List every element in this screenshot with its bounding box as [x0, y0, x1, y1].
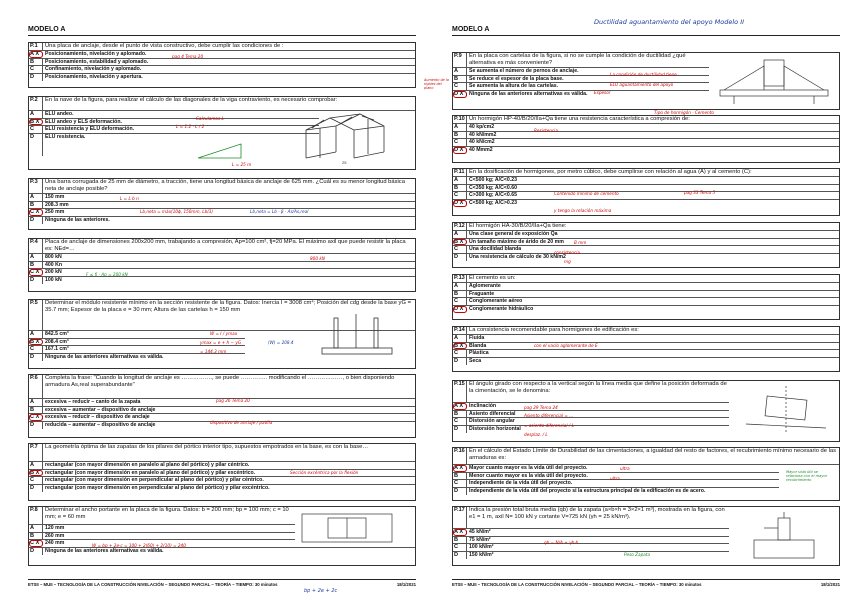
page-header: MODELO A — [28, 26, 66, 33]
question-p17: P.17 Indica la presión total bruta media (qb) de la zapata (a×b×h = 3×2×1 m³), mostrada en la figura, con e1 = 1 m, axil N= 100 kN y cortante V=725 kN (γh = 25 kN/m³). A X 45 kN/m² B 75 kN/m² C 100 kN/m² D 150 kN/m² — [452, 506, 840, 566]
header-rule — [452, 35, 840, 36]
exam-page-right — [424, 0, 848, 599]
handwritten-note: = 144.3 mm — [200, 349, 227, 354]
handwritten-note: pag 26 Tema 20 — [216, 398, 250, 403]
option-row[interactable]: D Distorsión horizontal — [454, 425, 521, 432]
handwritten-note: con el vacío aglomerante de E — [534, 343, 598, 348]
option-row[interactable]: D Una resistencia de cálculo de 30 kN/m2 — [454, 253, 566, 260]
plate-with-cartelas-figure — [714, 56, 834, 106]
handwritten-note: B mm — [574, 240, 587, 245]
option-row[interactable]: C rectangular (con mayor dimensión en perpendicular al plano del pórtico) y pilar céntrico. — [29, 477, 415, 485]
option-row[interactable]: B X ELU andeo y ELS deformación. — [29, 119, 319, 127]
option-row[interactable]: B excesiva – aumentar – dispositivo de anclaje — [29, 407, 415, 415]
handwritten-note: Asiento diferencial = ... — [524, 413, 574, 418]
option-row[interactable]: B 75 kN/m² — [453, 537, 729, 545]
option-row[interactable]: D X 40 Mmm2 — [454, 146, 493, 153]
question-p15: P.15 El ángulo girado con respecto a la vertical según la línea media que define la posición deformada de la cimentación, se le denomina: A X Inclinación B Asiento diferencial C Distorsión angular D Distorsión horizontal — [452, 380, 840, 442]
handwritten-note: Espesor — [594, 90, 611, 95]
option-row[interactable]: C X 200 kN — [29, 269, 415, 277]
option-row[interactable]: B Posicionamiento, estabilidad y aplomado. — [29, 59, 415, 67]
question-p5: P.5 Determinar el módulo resistente mínimo en la sección resistente de la figura. Datos: Inercia I = 3008 cm⁴; Posición del cdg desde la base yG = 35.7 mm; Espesor de la placa e = 30 mm; Altura de las cartelas h = 150 mm A 842.5 cm³ B X 208.4 cm³ C 167.1 cm³ D Ninguna de las anteriores alternativas es válida. — [28, 299, 416, 369]
option-row[interactable]: B Se reduce el espesor de la placa base. — [453, 76, 709, 84]
truss-nave-figure — [300, 108, 410, 166]
handwritten-note: 800 kN — [310, 256, 325, 261]
handwritten-note: Tipo de hormigón · Cemento — [654, 110, 714, 115]
option-row[interactable]: D Ninguna de las anteriores alternativas es válida. — [30, 353, 164, 360]
option-row[interactable]: A Una clase general de exposición Qa — [453, 231, 839, 239]
option-row[interactable]: C Conglomerante aéreo — [453, 298, 839, 306]
handwritten-sketch — [196, 140, 246, 160]
handwritten-note: ultra — [610, 476, 620, 481]
handwritten-note: Contenido mínimo de cemento — [554, 191, 619, 196]
option-row[interactable]: D Ninguna de las anteriores. — [30, 216, 110, 223]
handwritten-note: pag 33 Tema 5 — [684, 190, 716, 195]
option-row[interactable]: B 40 kN/mm2 — [453, 132, 839, 140]
option-row[interactable]: B X Blanda — [453, 343, 839, 351]
option-row[interactable]: A 40 kp/cm2 — [453, 124, 839, 132]
option-row[interactable]: C Plástica — [453, 350, 839, 358]
option-row[interactable]: A 842.5 cm³ — [29, 331, 245, 339]
handwritten-note: W = bp + 2e·c = 100 + 2(60) + 2(10) = 240 — [92, 543, 186, 548]
question-p9: P.9 En la placa con cartelas de la figura, si no se cumple la condición de ductilidad ¿qué alternativa es más conveniente? A Se aumenta el número de pernos de anclaje. B Se reduce el espesor de la placa base. C Se aumenta la altura de las cartelas. D X Ninguna de las anteriores alternativas es válida. — [452, 52, 840, 110]
option-row[interactable]: A X Inclinación — [453, 403, 729, 411]
handwritten-note: bp + 2e + 2c — [304, 588, 338, 594]
option-row[interactable]: D rectangular (con mayor dimensión en perpendicular al plano del pórtico) y pilar excéntrico. — [30, 484, 270, 491]
option-row[interactable]: D 150 kN/m² — [454, 551, 494, 558]
handwritten-note: pag 29 Tema 24 — [524, 405, 558, 410]
question-p10: P.10 Un hormigón HP-40/B/20/IIa+Qa tiene una resistencia característica a compresión de: A 40 kp/cm2 B 40 kN/mm2 C 40 kN/cm2 D X 40 Mmm2 — [452, 115, 840, 163]
header-rule — [28, 35, 416, 36]
option-row[interactable]: A X Posicionamiento, nivelación y aplomado. — [29, 51, 415, 59]
question-p16: P.16 En el cálculo del Estado Límite de Durabilidad de las cimentaciones, a igualdad del resto de factores, el recubrimiento mínimo necesario de las armaduras es: A X Mayor cuanto mayor es la vida útil del proyecto. B Menor cuanto mayor es la vida útil del proyecto. C Independiente de la vida útil del proyecto. D Independiente de la vida útil del proyecto si la estructura principal de la edificación es de acero. — [452, 447, 840, 501]
option-row[interactable]: C X 250 mm — [29, 209, 415, 217]
handwritten-note: dispositivo de anclaje / patilla — [210, 420, 273, 425]
handwritten-note: qb = N/A + γh·h — [544, 540, 579, 545]
option-row[interactable]: A rectangular (con mayor dimensión en paralelo al plano del pórtico) y pilar céntrico. — [29, 462, 415, 470]
question-p6: P.6 Completa la frase: "Cuando la longitud de anclaje es ……………., se puede ………….. modificando el ………………, o bien disponiendo armadura As,real superabundante" A excesiva – reducir – canto de la zapata B excesiva – aumentar – dispositivo de anclaje C X excesiva – reducir – dispositivo de anclaje D reducida – aumentar – dispositivo de anclaje — [28, 374, 416, 438]
handwritten-note: ELU aguantamiento del apoyo — [610, 82, 674, 87]
option-row[interactable]: D Posicionamiento, nivelación y apertura. — [30, 73, 143, 80]
handwritten-note: = asiento diferencial / L — [524, 423, 574, 428]
option-row[interactable]: D Ninguna de las anteriores alternativas es válida. — [30, 547, 164, 554]
option-row[interactable]: A X 45 kN/m² — [453, 529, 729, 537]
handwritten-note: L = 25 m — [232, 162, 252, 167]
option-row[interactable]: B X rectangular (con mayor dimensión en paralelo al plano del pórtico) y pilar excéntrico. — [29, 470, 415, 478]
question-p13: P.13 El cemento es un: A Aglomerante B Fraguante C Conglomerante aéreo D X Conglomerante hidráulico — [452, 274, 840, 320]
option-row[interactable]: B 208.3 mm — [29, 202, 415, 210]
handwritten-note: Peso Zapata — [624, 552, 651, 557]
option-row[interactable]: B 400 Kn — [29, 262, 415, 270]
option-row[interactable]: A ELU andeo. — [29, 111, 319, 119]
question-p4: P.4 Placa de anclaje de dimensiones 200x200 mm, trabajando a compresión, Ap=100 cm², fj=20 MPa. El máximo axil que puede resistir la placa es: NEd=… A 800 kN B 400 Kn C X 200 kN D 100 kN — [28, 238, 416, 292]
plate-section-figure — [312, 312, 402, 358]
question-p11: P.11 En la dosificación de hormigones, por metro cúbico, debe cumplirse con relación al agua (A) y al cemento (C): A C<500 kg; A/C<0.23 B C<350 kg; A/C<0.60 C C>300 kg; A/C<0.65 D X C<500 kg; A/C>0.23 — [452, 168, 840, 216]
option-row[interactable]: A Aglomerante — [453, 283, 839, 291]
option-row[interactable]: A Fluida — [453, 335, 839, 343]
handwritten-note: Calculamos L — [196, 116, 224, 121]
option-row[interactable]: A Se aumenta el número de pernos de anclaje. — [453, 68, 709, 76]
handwritten-note: Mayor vida útil se relaciona con el mayor recubrimiento — [786, 470, 828, 482]
handwritten-title: Ductilidad aguantamiento del apoyo Modelo II — [594, 18, 745, 26]
foundation-rotation-figure — [736, 384, 836, 438]
question-p3: P.3 Una barra corrugada de 25 mm de diámetro, a tracción, tiene una longitud básica de anclaje de 625 mm. ¿Cuál es su menor longitud básica neta de anclaje posible? A 150 mm B 208.3 mm C X 250 mm D Ninguna de las anteriores. — [28, 178, 416, 230]
question-p8: P.8 Determinar el ancho portante en la placa de la figura. Datos: b = 200 mm; bp = 100 mm; c = 10 mm; e = 60 mm A 120 mm B 260 mm C X 240 mm D Ninguna de las anteriores alternativas es válida. — [28, 506, 416, 566]
option-row[interactable]: B Asiento diferencial — [453, 411, 729, 419]
svg-text:25: 25 — [342, 160, 347, 165]
handwritten-note: (W) = 208.4 — [268, 340, 294, 345]
question-p7: P.7 La geometría óptima de las zapatas de los pilares del pórtico interior tipo, supuestos empotrados en la base, es con la base… A rectangular (con mayor dimensión en paralelo al plano del pórtico) y pilar céntrico. B X rectangular (con mayor dimensión en paralelo al plano del pórtico) y pilar excéntrico. C rectangular (con mayor dimensión en perpendicular al plano del pórtico) y pilar céntrico. D rectangular (con mayor dimensión en perpendicular al plano del pórtico) y pilar excéntrico. — [28, 443, 416, 501]
option-row[interactable]: D Seca — [454, 357, 482, 364]
option-row[interactable]: A X Mayor cuanto mayor es la vida útil del proyecto. — [453, 465, 779, 473]
handwritten-note: L = 1.2 · L / 2 — [176, 124, 205, 129]
option-row[interactable]: A C<500 kg; A/C<0.23 — [453, 177, 839, 185]
option-row[interactable]: D reducida – aumentar – dispositivo de anclaje — [30, 421, 156, 428]
handwritten-note: Sección excéntrica por la flexión — [290, 470, 359, 475]
option-row[interactable]: C 167.1 cm³ — [29, 346, 245, 354]
handwritten-note: La condición de ductilidad tiene — [610, 72, 677, 77]
option-row[interactable]: C Se aumenta la altura de las cartelas. — [453, 83, 709, 91]
option-row[interactable]: D ELU resistencia. — [29, 134, 319, 156]
handwritten-note: mg — [564, 259, 571, 264]
option-row[interactable]: D 100 kN — [30, 276, 62, 283]
option-row[interactable]: B C<350 kg; A/C<0.60 — [453, 185, 839, 193]
option-row[interactable]: D X C<500 kg; A/C>0.23 — [454, 199, 517, 206]
option-row[interactable]: C Independiente de la vida útil del proyecto. — [453, 480, 779, 488]
option-row[interactable]: B Fraguante — [453, 291, 839, 299]
handwritten-note: L = L b n — [120, 196, 139, 201]
option-row[interactable]: A 800 kN — [29, 254, 415, 262]
option-row[interactable]: D Independiente de la vida útil del proyecto si la estructura principal de la edificación es de acero. — [454, 487, 706, 494]
option-row[interactable]: C Distorsión angular — [453, 418, 729, 426]
option-row[interactable]: B 260 mm — [29, 533, 295, 541]
question-p12: P.12 El hormigón HA-30/B/20/IIa+Qa tiene: A Una clase general de exposición Qa B X Un tamaño máximo de árido de 20 mm C Una docilidad blanda D Una resistencia de cálculo de 30 kN/m2 — [452, 222, 840, 268]
option-row[interactable]: A excesiva – reducir – canto de la zapata — [29, 399, 415, 407]
option-row[interactable]: B X 208.4 cm³ — [29, 339, 245, 347]
page-header: MODELO A — [452, 26, 490, 33]
handwritten-note: W = I / ymax — [210, 331, 238, 336]
option-row[interactable]: C 100 kN/m² — [453, 544, 729, 552]
option-row[interactable]: C Confinamiento, nivelación y aplomado. — [29, 66, 415, 74]
handwritten-note: y tengo la relación máxima — [554, 208, 612, 213]
plate-plan-figure — [298, 510, 398, 546]
handwritten-note: pag 4 Tema 20 — [172, 54, 204, 59]
handwritten-note: ymax = e + h − yG — [200, 340, 242, 345]
footing-figure — [734, 510, 834, 562]
handwritten-note: Aumento de la rigidez del plano — [424, 78, 449, 90]
handwritten-note: Resistencia — [534, 128, 558, 133]
option-row[interactable]: C Una docilidad blanda — [453, 246, 839, 254]
option-row[interactable]: C 40 kN/cm2 — [453, 139, 839, 147]
option-row[interactable]: C C>300 kg; A/C<0.65 — [453, 192, 839, 200]
handwritten-note: F ≤ fj · Ap = 200 kN — [86, 272, 128, 277]
handwritten-note: Lb,neta = máx(10ϕ, 150mm, Lb/3) — [140, 209, 213, 214]
handwritten-note: desplaz. / L — [524, 432, 548, 437]
handwritten-note: ultra — [620, 466, 630, 471]
option-row[interactable]: B X Un tamaño máximo de árido de 20 mm — [453, 239, 839, 247]
option-row[interactable]: C X 240 mm — [29, 540, 415, 548]
option-row[interactable]: A 150 mm — [29, 194, 415, 202]
page-footer: ETSII – MUII – TECNOLOGÍA DE LA CONSTRUCCIÓN NIVELACIÓN – SEGUNDO PARCIAL – TEORÍA – TIEMPO: 30 minutos 18/1/2021 — [28, 579, 416, 587]
option-row[interactable]: D X Conglomerante hidráulico — [454, 305, 534, 312]
page-footer: ETSII – MUII – TECNOLOGÍA DE LA CONSTRUCCIÓN NIVELACIÓN – SEGUNDO PARCIAL – TEORÍA – TIEMPO: 30 minutos 18/1/2021 — [452, 579, 840, 587]
handwritten-note: consistencia — [554, 250, 580, 255]
question-p2: P.2 En la nave de la figura, para realizar el cálculo de las diagonales de la viga contraviento, es necesario comprobar: A ELU andeo. B X ELU andeo y ELS deformación. C ELU resistencia y ELU deformación. D ELU resistencia. — [28, 96, 416, 170]
handwritten-note: Lb,neta = Lb · β · As/As,real — [250, 209, 309, 214]
option-row[interactable]: A 120 mm — [29, 525, 295, 533]
question-p14: P.14 La consistencia recomendable para hormigones de edificación es: A Fluida B X Blanda C Plástica D Seca — [452, 326, 840, 372]
option-row[interactable]: C ELU resistencia y ELU deformación. — [29, 126, 319, 134]
question-p1: P.1 Una placa de anclaje, desde el punto de vista constructivo, debe cumplir las condiciones de : A X Posicionamiento, nivelación y aplomado. B Posicionamiento, estabilidad y aplomado. C Confinamiento, nivelación y aplomado. D Posicionamiento, nivelación y apertura. — [28, 42, 416, 88]
option-row[interactable]: B Menor cuanto mayor es la vida útil del proyecto. — [453, 473, 779, 481]
option-row[interactable]: C X excesiva – reducir – dispositivo de anclaje — [29, 414, 415, 422]
option-row[interactable]: D X Ninguna de las anteriores alternativas es válida. — [454, 90, 588, 97]
